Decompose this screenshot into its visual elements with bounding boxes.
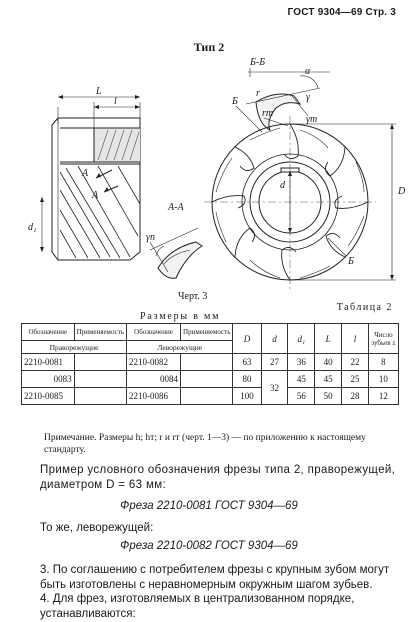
cell-z: 12 [368, 388, 398, 405]
cell-d1: 45 [288, 371, 315, 388]
header-d: d [261, 324, 288, 354]
cell-z: 8 [368, 354, 398, 371]
dimensions-table [21, 323, 399, 405]
label-section-bb: Б-Б [250, 57, 266, 68]
label-gamma: γ [306, 92, 310, 103]
table-caption: Таблица 2 [336, 302, 393, 313]
cell-right: 2210-0085 [22, 388, 75, 405]
label-L: L [96, 86, 102, 97]
table-row [22, 371, 399, 388]
subheader-left: Леворежущие [127, 341, 233, 354]
paragraph-3: 3. По соглашению с потребителем фрезы с крупным зубом могут быть изготовлены с неравномерным окружным шагом зубьев. [40, 564, 390, 591]
cell-empty [181, 371, 233, 388]
label-l: l [114, 96, 117, 107]
cell-empty [74, 371, 126, 388]
table-row [22, 388, 399, 405]
label-alpha: α [305, 66, 311, 77]
header-l: l [342, 324, 369, 354]
front-view [204, 106, 396, 290]
example-right-designation: Фреза 2210-0081 ГОСТ 9304—69 [120, 500, 298, 512]
paragraph-4: 4. Для фрез, изготовляемых в централизованном порядке, устанавливаются: [40, 593, 355, 620]
cell-l: 28 [342, 388, 369, 405]
cell-d1: 36 [288, 354, 315, 371]
example-left-designation: Фреза 2210-0082 ГОСТ 9304—69 [120, 540, 298, 552]
label-b1: Б [232, 96, 238, 107]
header-d1: d₁ [288, 324, 315, 354]
cell-left: 2210-0082 [127, 354, 181, 371]
label-b2: Б [348, 256, 354, 267]
cell-L: 50 [315, 388, 342, 405]
label-a2: A [92, 190, 99, 201]
header-teeth: Число зубьев z [368, 324, 398, 354]
table-row [22, 354, 399, 371]
figure-caption: Черт. 3 [178, 291, 208, 302]
cell-empty [181, 354, 233, 371]
cell-left: 2210-0086 [127, 388, 181, 405]
cell-left: 0084 [127, 371, 181, 388]
section-aa [150, 228, 202, 278]
section-bb [246, 68, 330, 130]
same-left-label: То же, леворежущей: [40, 522, 154, 534]
cell-L: 45 [315, 371, 342, 388]
technical-drawing [0, 52, 418, 292]
header-designation-right: Обозначение [22, 324, 75, 341]
table-note: Примечание. Размеры h; hт; r и rт (черт. 1—3) — по приложению к настоящему стандарту. [44, 433, 366, 455]
cell-L: 40 [315, 354, 342, 371]
header-application-left: Применяемость [181, 324, 233, 341]
cell-D: 80 [233, 371, 261, 388]
label-d: d [280, 180, 285, 191]
cell-d-merged: 32 [261, 371, 288, 405]
cell-D: 63 [233, 354, 261, 371]
cell-right: 0083 [22, 371, 75, 388]
header-application-right: Применяемость [74, 324, 126, 341]
cell-z: 10 [368, 371, 398, 388]
side-view [40, 95, 140, 260]
cell-D: 100 [233, 388, 261, 405]
running-head: ГОСТ 9304—69 Стр. 3 [287, 7, 396, 18]
cell-l: 25 [342, 371, 369, 388]
label-a1: A [82, 168, 89, 179]
label-gamma-n: γn [146, 232, 155, 243]
cell-right: 2210-0081 [22, 354, 75, 371]
cell-d1: 56 [288, 388, 315, 405]
header-designation-left: Обозначение [127, 324, 181, 341]
example-intro: Пример условного обозначения фрезы типа 2, праворежущей, диаметром D = 63 мм: [40, 464, 396, 491]
header-D: D [233, 324, 261, 354]
cell-d: 27 [261, 354, 288, 371]
label-rt: rт [262, 108, 274, 119]
cell-empty [181, 388, 233, 405]
label-section-aa: A-A [168, 202, 184, 213]
label-r: r [256, 88, 260, 99]
table-units: Размеры в мм [140, 311, 221, 322]
label-D: D [398, 186, 406, 197]
cell-empty [74, 388, 126, 405]
label-d1: d₁ [28, 222, 37, 233]
subheader-right: Праворежущие [22, 341, 127, 354]
header-L: L [315, 324, 342, 354]
label-gamma-t: γт [306, 114, 318, 125]
type-title: Тип 2 [193, 40, 225, 54]
cell-empty [74, 354, 126, 371]
cell-l: 22 [342, 354, 369, 371]
